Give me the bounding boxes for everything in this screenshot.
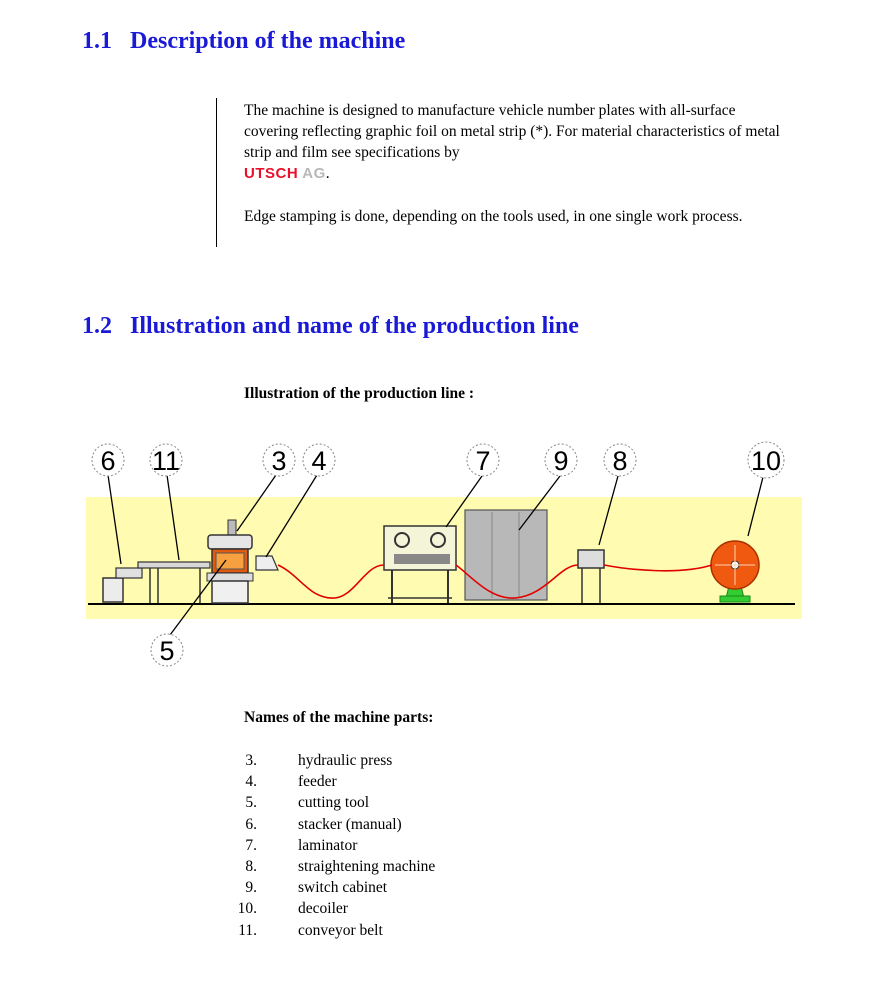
brand-part1: UTSCH: [244, 165, 299, 182]
part-number: 9.: [245, 879, 257, 897]
callout-label: 5: [159, 636, 175, 666]
part-number: 7.: [245, 836, 257, 854]
part-name: feeder: [298, 773, 337, 791]
part-name: straightening machine: [298, 857, 436, 875]
part-name: conveyor belt: [298, 921, 383, 939]
part-name: decoiler: [298, 900, 348, 918]
section-1-heading: [82, 28, 405, 55]
utsch-ag-logo: [244, 165, 326, 182]
list-item: [230, 920, 435, 941]
parts-heading: Names of the machine parts:: [244, 709, 434, 726]
callout-5: [151, 634, 183, 666]
section-title: Description of the machine: [130, 28, 406, 54]
callout-label: 3: [271, 446, 287, 476]
callout-11: [150, 444, 182, 476]
list-item: [230, 814, 435, 835]
brand-part2: AG: [302, 165, 326, 182]
section-number: 1.2: [82, 313, 112, 339]
part-number: 8.: [245, 857, 257, 875]
list-item: [230, 750, 435, 771]
part-number: 10.: [237, 900, 257, 918]
callout-label: 6: [100, 446, 116, 476]
callout-7: [467, 444, 499, 476]
description-paragraph: [244, 100, 789, 184]
callout-label: 9: [553, 446, 569, 476]
callout-label: 4: [311, 446, 327, 476]
callout-10: [748, 442, 784, 478]
part-name: switch cabinet: [298, 879, 388, 897]
callout-4: [303, 444, 335, 476]
callout-9: [545, 444, 577, 476]
callout-3: [263, 444, 295, 476]
part-name: laminator: [298, 836, 358, 854]
section-title: Illustration and name of the production line: [130, 313, 579, 339]
callout-label: 10: [750, 446, 782, 476]
list-item: [230, 877, 435, 898]
list-item: [230, 856, 435, 877]
section-2-heading: [82, 313, 579, 340]
parts-list: [230, 750, 435, 941]
callout-label: 11: [151, 446, 181, 476]
list-item: [230, 835, 435, 856]
callout-layer: [0, 430, 886, 670]
part-name: stacker (manual): [298, 815, 402, 833]
section-number: 1.1: [82, 28, 112, 54]
part-name: cutting tool: [298, 794, 370, 812]
list-item: [230, 898, 435, 919]
callout-label: 7: [475, 446, 491, 476]
part-name: hydraulic press: [298, 752, 393, 769]
list-item: [230, 771, 435, 792]
edge-stamping-paragraph: Edge stamping is done, depending on the tools used, in one single work process.: [244, 208, 743, 225]
part-number: 3.: [245, 752, 257, 769]
description-text: The machine is designed to manufacture vehicle number plates with all-surface covering reflecting graphic foil on metal strip (*). For material characteristics of metal strip and film see specifications by: [244, 102, 780, 161]
illustration-heading: Illustration of the production line :: [244, 385, 475, 402]
part-number: 11.: [238, 921, 257, 939]
part-number: 5.: [245, 794, 257, 812]
callout-label: 8: [612, 446, 628, 476]
margin-bar: [216, 98, 217, 247]
callout-8: [604, 444, 636, 476]
part-number: 6.: [245, 815, 257, 833]
list-item: [230, 792, 435, 813]
para-end: .: [325, 165, 330, 182]
part-number: 4.: [245, 773, 257, 791]
callout-6: [92, 444, 124, 476]
